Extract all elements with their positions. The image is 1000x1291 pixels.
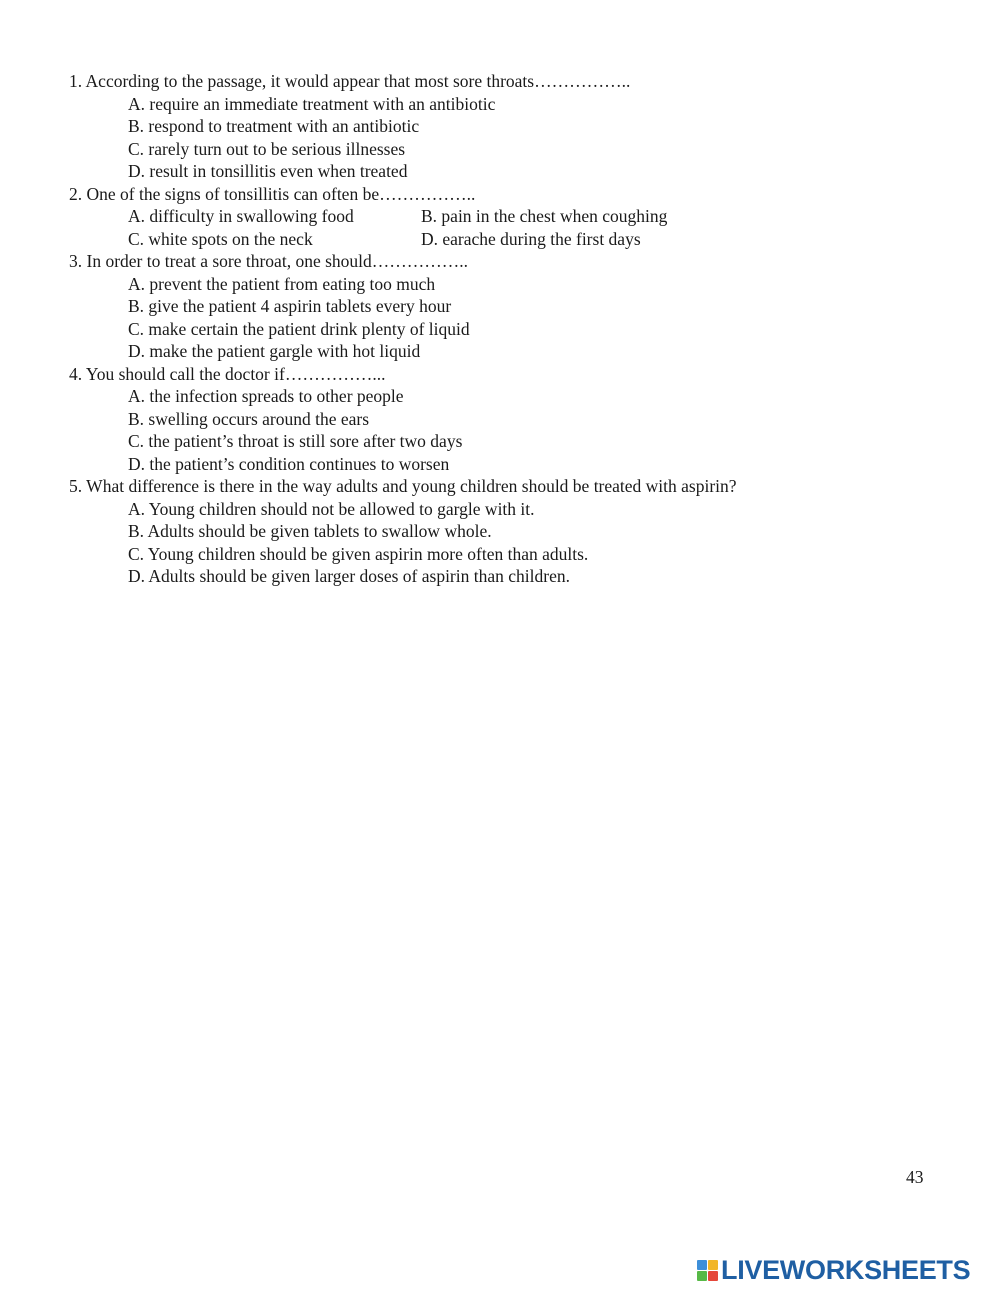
answer-option-a: A. difficulty in swallowing food	[128, 206, 354, 226]
answer-option-a: A. require an immediate treatment with an antibiotic	[128, 93, 496, 114]
question-list	[69, 70, 969, 588]
answer-option-c: C. white spots on the neck	[128, 228, 313, 249]
answer-option-d: D. earache during the first days	[421, 228, 641, 249]
question-1	[69, 70, 969, 183]
answer-option-a: A. prevent the patient from eating too much	[128, 273, 436, 294]
answer-option-row	[69, 205, 969, 228]
answer-option-b: B. respond to treatment with an antibiotic	[128, 116, 420, 136]
answer-option-b: B. give the patient 4 aspirin tablets every hour	[128, 296, 452, 316]
question-stem: 2. One of the signs of tonsillitis can often be……………..	[69, 183, 476, 204]
question-4	[69, 363, 969, 476]
question-stem: 4. You should call the doctor if……………...	[69, 363, 386, 384]
answer-option-d: D. the patient’s condition continues to worsen	[128, 453, 450, 474]
brand-wordmark: LIVEWORKSHEETS	[721, 1254, 971, 1285]
answer-option-a: A. Young children should not be allowed to gargle with it.	[128, 498, 535, 519]
answer-option-row	[69, 228, 969, 251]
answer-option-c: C. Young children should be given aspirin more often than adults.	[128, 543, 589, 564]
question-3	[69, 250, 969, 363]
page-number: 43	[906, 1167, 924, 1187]
question-stem: 5. What difference is there in the way adults and young children should be treated with aspirin?	[69, 476, 737, 496]
answer-option-b: B. pain in the chest when coughing	[421, 206, 668, 226]
question-5	[69, 475, 969, 588]
answer-option-a: A. the infection spreads to other people	[128, 386, 404, 406]
answer-option-d: D. result in tonsillitis even when treated	[128, 161, 408, 181]
answer-option-b: B. Adults should be given tablets to swallow whole.	[128, 521, 492, 541]
question-stem: 1. According to the passage, it would appear that most sore throats……………..	[69, 71, 631, 91]
liveworksheets-logo-icon	[697, 1260, 718, 1281]
answer-option-c: C. the patient’s throat is still sore after two days	[128, 431, 463, 451]
answer-option-c: C. make certain the patient drink plenty of liquid	[128, 318, 470, 339]
question-2	[69, 183, 969, 251]
question-stem: 3. In order to treat a sore throat, one should……………..	[69, 251, 469, 271]
answer-option-d: D. Adults should be given larger doses of aspirin than children.	[128, 566, 570, 586]
answer-option-b: B. swelling occurs around the ears	[128, 408, 370, 429]
answer-option-c: C. rarely turn out to be serious illnesses	[128, 138, 406, 159]
answer-option-d: D. make the patient gargle with hot liquid	[128, 341, 421, 361]
liveworksheets-brand[interactable]	[697, 1255, 970, 1285]
